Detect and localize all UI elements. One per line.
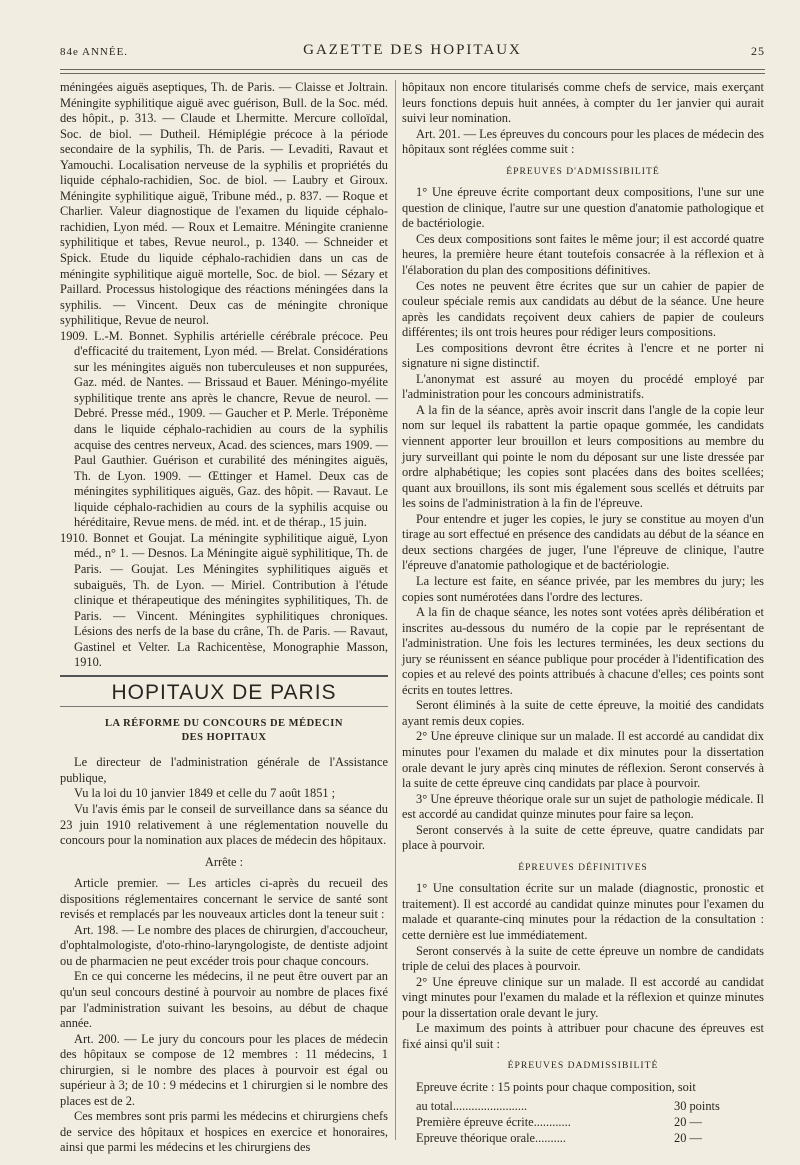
body-paragraph: L'anonymat est assuré au moyen du procédé employé par l'administration pour les concours administratifs. <box>402 371 764 402</box>
left-column <box>60 80 388 1156</box>
body-paragraph: 2° Une épreuve clinique sur un malade. Il est accordé au candidat dix minutes pour l'examen du malade et dix minutes pour la dissertation orale devant le jury après cinq minutes de réflexion. Seront conservés à la suite de cette épreuve cinq candidats par place à pourvoir. <box>402 729 764 791</box>
body-paragraph: Art. 200. — Le jury du concours pour les places de médecin des hôpitaux se compose de 12 membres : 11 médecins, 1 chirurgien, si le nombre des places à pourvoir est égal ou supérieur à 3; de 10 : 9 médecins et 1 chirurgien si le nombre des places est de 2. <box>60 1031 388 1108</box>
body-paragraph: La lecture est faite, en séance privée, par les membres du jury; les copies sont numérotées dans l'ordre des lectures. <box>402 573 764 604</box>
body-paragraph: Les compositions devront être écrites à l'encre et ne porter ni signature ni signe distinctif. <box>402 340 764 371</box>
volume-label: 84e ANNÉE. <box>60 46 129 58</box>
body-paragraph: En ce qui concerne les médecins, il ne peut être ouvert par an qu'un seul concours destiné à pourvoir au nombre de places fixé par l'administration suivant les besoins, au début de chaque année. <box>60 969 388 1031</box>
points-label: Epreuve théorique orale.......... <box>416 1130 567 1145</box>
body-paragraph: A la fin de la séance, après avoir inscrit dans l'angle de la copie leur nom sur lequel ils rabattent la partie opaque gommée, les candidats viennent apporter leur brouillon et leurs compositions au membre du jury surveillant qui pointe le nom du déposant sur une liste dressée par ordre alphabétique; les copies sont placées dans des boites scellées; quant aux brouillons, ils sont mis également sous scellés et détruits par les soins de l'administration à la fin de l'épreuve. <box>402 402 764 511</box>
body-paragraph: Le maximum des points à attribuer pour chacune des épreuves est fixé ainsi qu'il suit : <box>402 1021 764 1051</box>
body-paragraph: Ces deux compositions sont faites le même jour; il est accordé quatre heures, la première heure étant toutefois consacrée à la réflexion et à l'élaboration du plan des compositions définitives. <box>402 231 764 278</box>
body-paragraph: hôpitaux non encore titularisés comme chefs de service, mais exerçant leurs fonctions depuis huit années, à compter du 1er janvier qui aurait suivi leur nomination. <box>402 80 764 126</box>
header-rule <box>60 69 765 74</box>
body-paragraph: 1° Une consultation écrite sur un malade (diagnostic, pronostic et traitement). Il est accordé au candidat quinze minutes pour l'examen du malade et quarante-cinq minutes pour la rédaction de la consultation : cette dernière est lue immédiatement. <box>402 881 764 942</box>
points-value: 20 — <box>674 1115 702 1129</box>
body-paragraph: 1° Une épreuve écrite comportant deux compositions, l'une sur une question de clinique, l'autre sur une question d'anatomie pathologique et de bactériologie. <box>402 185 764 231</box>
body-paragraph: Vu la loi du 10 janvier 1849 et celle du 7 août 1851 ; <box>74 786 336 801</box>
running-header <box>60 40 765 64</box>
article-subheading <box>60 717 388 745</box>
body-paragraph: Seront éliminés à la suite de cette épreuve, la moitié des candidats ayant remis deux copies. <box>402 698 764 728</box>
body-paragraph: 3° Une épreuve théorique orale sur un sujet de pathologie médicale. Il est accordé au candidat quinze minutes pour faire sa leçon. <box>402 791 764 822</box>
subheading-line: DES HOPITAUX <box>181 732 267 744</box>
body-paragraph: Pour entendre et juger les copies, le jury se constitue au moyen d'un tirage au sort effectué en présence des candidats au début de la séance en deux sections chargées de juger, l'une l'épreuve de clinique, l'autre l'épreuve d'anatomie pathologique et de bactériologie. <box>402 511 764 573</box>
section-heading: ÉPREUVES D'ADMISSIBILITÉ <box>506 165 660 177</box>
body-paragraph: Seront conservés à la suite de cette épreuve un nombre de candidats triple de celui des places à pourvoir. <box>402 943 764 974</box>
arrete-label: Arrête : <box>204 854 244 869</box>
points-row <box>416 1099 764 1115</box>
column-divider <box>395 80 396 1140</box>
body-paragraph: Article premier. — Les articles ci-après du recueil des dispositions réglementaires concernant le service de santé sont revisés et remplacés par les nouveaux articles dont la teneur suit : <box>60 876 388 922</box>
reference-paragraph: méningées aiguës aseptiques, Th. de Paris. — Claisse et Joltrain. Méningite syphilitique aiguë avec guérison, Bull. de la Soc. méd. des hôpit., p. 313. — Claude et Lhermitte. Mercure colloïdal, Soc. de biol. — Dutheil. Hémiplégie précoce à la période secondaire de la syphilis, Th. de Paris. — Levaditi, Ravaut et Yamouchi. Localisation nerveuse de la syphilis et propriétés du liquide céphalo-rachidien, Soc. de biol. — Laubry et Giroux. Méningite syphilitique aiguë, Tribune méd., p. 837. — Roque et Charlier. Valeur diagnostique de l'examen du liquide céphalo-rachidien, Lyon méd. — Roux et Lemaitre. Méningite cranienne syphilitique et tabes, Revue neurol., p. 1340. — Schneider et Spick. Etude du liquide céphalo-rachidien dans un cas de méningite syphilitique aiguë mortelle, Soc. de biol. — Sézary et Paillard. Processus histologique des réactions méningées dans la syphilis. — Vincent. Deux cas de méningite chronique syphilitique, Revue de neurol. <box>60 80 388 328</box>
body-paragraph: 2° Une épreuve clinique sur un malade. Il est accordé au candidat vingt minutes pour l'examen du malade et la réflexion et quinze minutes pour la dissertation orale devant le jury. <box>402 974 764 1020</box>
section-heading: ÉPREUVES DADMISSIBILITÉ <box>507 1060 659 1072</box>
body-paragraph: A la fin de chaque séance, les notes sont votées après délibération et inscrites au-dessous du numéro de la copie par le représentant de l'administration. Une fois les lectures terminées, les deux sections du jury se réunissent en séance publique pour procéder à l'identification des copies et au relevé des points attribués à chacune d'elles; ces points sont écrits en toutes lettres. <box>402 605 764 697</box>
section-heading: ÉPREUVES DÉFINITIVES <box>518 861 648 873</box>
page-number: 25 <box>751 44 765 58</box>
body-paragraph: Le directeur de l'administration générale de l'Assistance publique, <box>60 755 388 785</box>
points-row <box>416 1131 764 1147</box>
body-paragraph: Art. 201. — Les épreuves du concours pour les places de médecin des hôpitaux sont réglées comme suit : <box>402 126 764 157</box>
body-paragraph: Seront conservés à la suite de cette épreuve, quatre candidats par place à pourvoir. <box>402 822 764 853</box>
body-paragraph: Art. 198. — Le nombre des places de chirurgien, d'accoucheur, d'ophtalmologiste, d'oto-rhino-laryngologiste, de dentiste adjoint ou de pharmacien ne peut excéder trois pour chaque concours. <box>60 922 388 968</box>
points-label: au total........................ <box>416 1099 528 1114</box>
reference-paragraph: 1910. Bonnet et Goujat. La méningite syphilitique aiguë, Lyon méd., n° 1. — Desnos. La Méningite aiguë syphilitique, Th. de Paris. — Goujat. Les Méningites syphilitiques aiguës et subaiguës, Th. de Lyon. — Miriel. Contribution à l'étude clinique et thérapeutique des méningites syphilitiques, Th. de Paris. — Vincent. Méningites syphilitiques chroniques. Lésions des nerfs de la base du crâne, Th. de Paris. — Ravaut, Gastinel et Velter. La Rachicentèse, Monographie Masson, 1910. <box>60 530 388 670</box>
body-paragraph: Vu l'avis émis par le conseil de surveillance dans sa séance du 23 juin 1910 relativement à une réglementation nouvelle du concours pour la nomination aux places de médecin des hôpitaux. <box>60 801 388 848</box>
points-row <box>416 1115 764 1131</box>
points-intro: Epreuve écrite : 15 points pour chaque composition, soit <box>416 1079 696 1094</box>
body-paragraph: Ces notes ne peuvent être écrites que sur un cahier de papier de couleur spéciale remis aux candidats au début de la séance. Une heure après les candidats reçoivent deux cahiers de papier de couleurs différentes; ils ont trois heures pour rédiger leurs compositions. <box>402 278 764 340</box>
subheading-line: LA RÉFORME DU CONCOURS DE MÉDECIN <box>105 718 343 730</box>
right-column <box>402 80 764 1146</box>
points-value: 20 — <box>674 1130 702 1145</box>
points-table <box>416 1099 764 1146</box>
reference-paragraph: 1909. L.-M. Bonnet. Syphilis artérielle cérébrale précoce. Peu d'efficacité du traitement, Lyon méd. — Brelat. Considérations sur les méningites aiguës non tuberculeuses et non suppurées, Gaz. méd. de Nantes. — Brissaud et Bauer. Méningo-myélite syphilitique trente ans après le chancre, Revue de neurol. — Debré. Presse méd., 1909. — Gaucher et P. Merle. Tréponème dans le liquide céphalo-rachidien au cours de la syphilis acquise des centres nerveux, Acad. des sciences, mars 1909. — Paul Gauthier. Guérison et curabilité des méningites aiguës, Th. de Lyon. 1909. — Œttinger et Hamel. Deux cas de méningites syphilitiques aiguës, Gaz. des hôpit. — Ravaut. Le liquide céphalo-rachidien au cours de la syphilis acquise ou héréditaire, Revue mens. de méd. int. et de thérap., 15 juin. <box>60 328 388 530</box>
section-title: HOPITAUX DE PARIS <box>60 675 388 708</box>
points-label: Première épreuve écrite............ <box>416 1115 571 1129</box>
body-paragraph: Ces membres sont pris parmi les médecins et chirurgiens chefs de service des hôpitaux et hospices en exercice et honoraires, ainsi que parmi les médecins et les chirurgiens des <box>60 1109 388 1155</box>
points-value: 30 points <box>674 1099 720 1114</box>
journal-title: GAZETTE DES HOPITAUX <box>303 42 522 58</box>
